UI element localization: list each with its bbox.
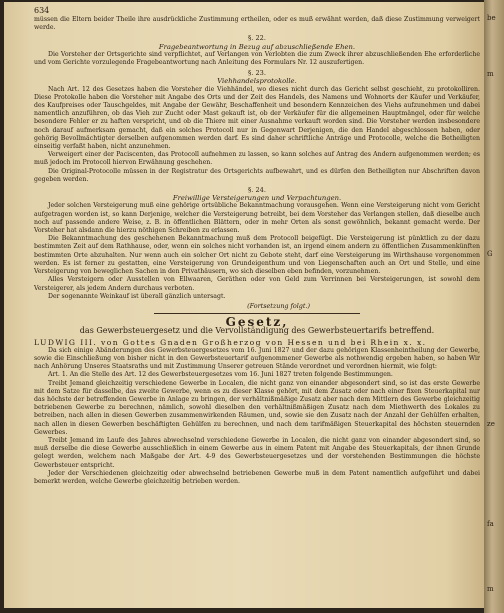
section-title: Freiwillige Versteigerungen und Verpachtungen. <box>172 194 342 203</box>
edge-fragment: m <box>487 585 494 593</box>
section-title: Fragebeantwortung in Bezug auf abzuschließende Ehen. <box>158 42 356 51</box>
paragraph: Jeder der Verschiedenen gleichzeitig oder abwechselnd betriebenen Gewerbe muß in dem Patent namentlich aufgeführt und dabei bemerkt werden, welche Gewerbe gleichzeitig betrieben werden. <box>34 469 480 485</box>
book-page <box>4 2 484 608</box>
section-number: §. 24. <box>248 186 266 195</box>
paragraph: Der sogenannte Weinkauf ist überall gänzlich untersagt. <box>48 292 226 300</box>
edge-fragment: ze <box>487 420 495 428</box>
paragraph: Da sich einige Abänderungen des Gewerbsteuergesetzes vom 16. Juni 1827 und der dazu gehörigen Klassenheintheilung der Gewerbe, sowie die Einschließung von bisher nicht in den Gewerbsteuertarif aufgenommener Gewerbe als nothwendig ergeben haben, so haben Wir nach Anhörung Unseres Staatsraths und mit Zustimmung Unserer getreuen Stände verordnet und verordnen hiermit, wie folgt: <box>34 346 480 371</box>
edge-fragment: G <box>487 250 493 258</box>
paragraph: Jeder solchen Versteigerung muß eine gehörige ortsübliche Bekanntmachung vorausgehen. Wenn eine Versteigerung nicht vom Gericht aufgetragen worden ist, so kann Derjenige, welcher die Versteigerung betreibt, bei dem Vorsteher das Verlangen stellen, daß dieselbe auch noch auf passende andere Weise, z. B. in öffentlichen Blättern, oder in mehr Orten als sonst gewöhnlich, bekannt gemacht werde. Der Vorsteher hat alsdann die hierzu nöthigen Schreiben zu erlassen. <box>34 202 480 235</box>
paragraph: Die Original-Protocolle müssen in der Registratur des Ortsgerichts aufbewahrt, und es dürfen den Betheiligten nur Abschriften davon gegeben werden. <box>34 167 480 183</box>
paragraph: Die Vorsteher der Ortsgerichte sind verpflichtet, auf Verlangen von Verlobten die zum Zweck ihrer abzuschließenden Ehe erforderliche und vom Gerichte vorzulegende Fragebeantwortung nach Anleitung des Formulars Nr. 12 auszufertigen. <box>34 50 480 67</box>
paragraph: Alles Versteigern oder Ausstellen von Ellwaaren, Geräthen oder von Geld zum Verrinnen bei Versteigerungen, ist sowohl dem Versteigerer, als jedem Andern durchaus verboten. <box>34 276 480 292</box>
edge-fragment: m <box>487 70 494 78</box>
page-number: 634 <box>34 6 50 15</box>
continuation-note: (Fortsetzung folgt.) <box>247 301 310 310</box>
divider <box>154 313 360 314</box>
section-number: §. 22. <box>248 34 266 43</box>
paragraph: müssen die Eltern beider Theile ihre ausdrückliche Zustimmung ertheilen, oder es muß erwähnt werden, daß diese Zustimmung verweigert werde. <box>34 16 480 32</box>
paragraph: Treibt Jemand im Laufe des Jahres abwechselnd verschiedene Gewerbe in Localen, die nicht ganz von einander abgesondert sind, so muß derselbe die diese Gewerbe ausschließlich in einem Gewerbe aus in einem Patent mit Angabe des Steuerkapitals, der ihnen Grunde gelegt werden, welchem nach Maßgabe der Art. 4-9 des Gewerbsteuergesetzes und der vorstehenden Bestimmungen die höchste Gewerbsteuer entspricht. <box>34 436 480 469</box>
paragraph: Verweigert einer der Paciscenten, das Protocoll aufnehmen zu lassen, so kann solches auf Antrag des Andern aufgenommen werden; es muß jedoch im Protocoll hiervon Erwähnung geschehen. <box>34 151 480 167</box>
article-heading: Art. 1. An die Stelle des Art. 12 des Gewerbsteuergesetzes vom 16. Juni 1827 treten folgende Bestimmungen. <box>48 371 393 379</box>
paragraph: Nach Art. 12 des Gesetzes haben die Vorsteher die Viehhändel, wo dieses nicht durch das Gericht selbst geschieht, zu protokolliren. Diese Protokolle haben die Vorsteher mit Angabe des Orts und der Zeit des Handels, des Namens und Wohnorts der Käufer und Verkäufer, des Kaufpreises oder Tauschgeldes, mit Angabe der Gewähr, Beschaffenheit und besondern Kennzeichen des Viehs aufzunehmen und dabei namentlich anzuführen, ob das Vieh zur Zucht oder Mast gekauft ist, ob der Verkäufer für die allgemeinen Hauptmängel, oder für welche besondere Fehler er zu haften verspricht, und ob die Thiere mit einer Ausnahme verkauft worden sind. Die Vorsteher werden insbesondere noch darauf aufmerksam gemacht, daß ein solches Protocoll nur in Gegenwart Derjenigen, die den Handel abgeschlossen haben, oder gehörig Bevollmächtigter derselben aufgenommen werden darf. Es sind daher schriftliche Anträge und Protocolle, welche die Betheiligten einseitig verfaßt haben, nicht anzunehmen. <box>34 85 480 151</box>
paragraph: Die Bekanntmachung des geschehenen Bekanntmachung muß dem Protocoll beigefügt. Die Versteigerung ist pünktlich zu der dazu bestimmten Zeit auf dem Rathhause, oder, wenn ein solches nicht vorhanden ist, an irgend einem andern zu öffentlichen Zusammenkünften bestimmten Orte abzuhalten. Nur wenn auch ein solcher Ort nicht zu Gebote steht, darf eine Versteigerung im Wirthshause vorgenommen werden. Es ist ferner zu gestatten, eine Versteigerung von Grundeigenthum und von Liegenschaften auch an Ort und Stelle, und eine Versteigerung von beweglichen Sachen in den Privathäusern, wo sich dieselben eben befinden, vorzunehmen. <box>34 235 480 276</box>
edge-fragment: fa <box>487 520 494 528</box>
edge-fragment: be <box>487 14 496 22</box>
law-subtitle: das Gewerbsteuergesetz und die Vervollständigung des Gewerbsteuertarifs betreffend. <box>79 326 435 336</box>
law-heading: LUDWIG III. von Gottes Gnaden Großherzog von Hessen und bei Rhein x. x. <box>34 337 427 347</box>
section-number: §. 23. <box>248 69 266 78</box>
page-content <box>34 16 480 486</box>
paragraph: Treibt Jemand gleichzeitig verschiedene Gewerbe in Localen, die nicht ganz von einander abgesondert sind, so ist das erste Gewerbe mit dem Satze für dasselbe, das zweite Gewerbe, wenn es zu dieser Klasse gehört, mit dem Zusatz oder nach einer fixen Steuerkapital nur das höchste der betreffenden Gewerbe in Anlage zu bringen, der verhältnißmäßige Zusatz aber nach dem Mittlern des Gewerbe gleichzeitig betriebenen Gewerbe zu berechnen, nämlich, sowohl dieselben den verhältnißmäßigen Zusatz nach dem Miethwerth des Lokales zu betreiben, nach allen in diesen Gewerben zusammenwirkenden Räumen, und, sowie sie den Zusatz nach der Anzahl der Gehülfen erhalten, nach allen in diesen Gewerben beschäftigten Gehülfen zu berechnen, und nach dem tarifmäßigen Steuerkapital des höchsten steuernden Gewerbes. <box>34 379 480 436</box>
section-title: Viehhandelsprotokolle. <box>217 77 297 86</box>
law-title: Gesetz, <box>225 315 289 330</box>
